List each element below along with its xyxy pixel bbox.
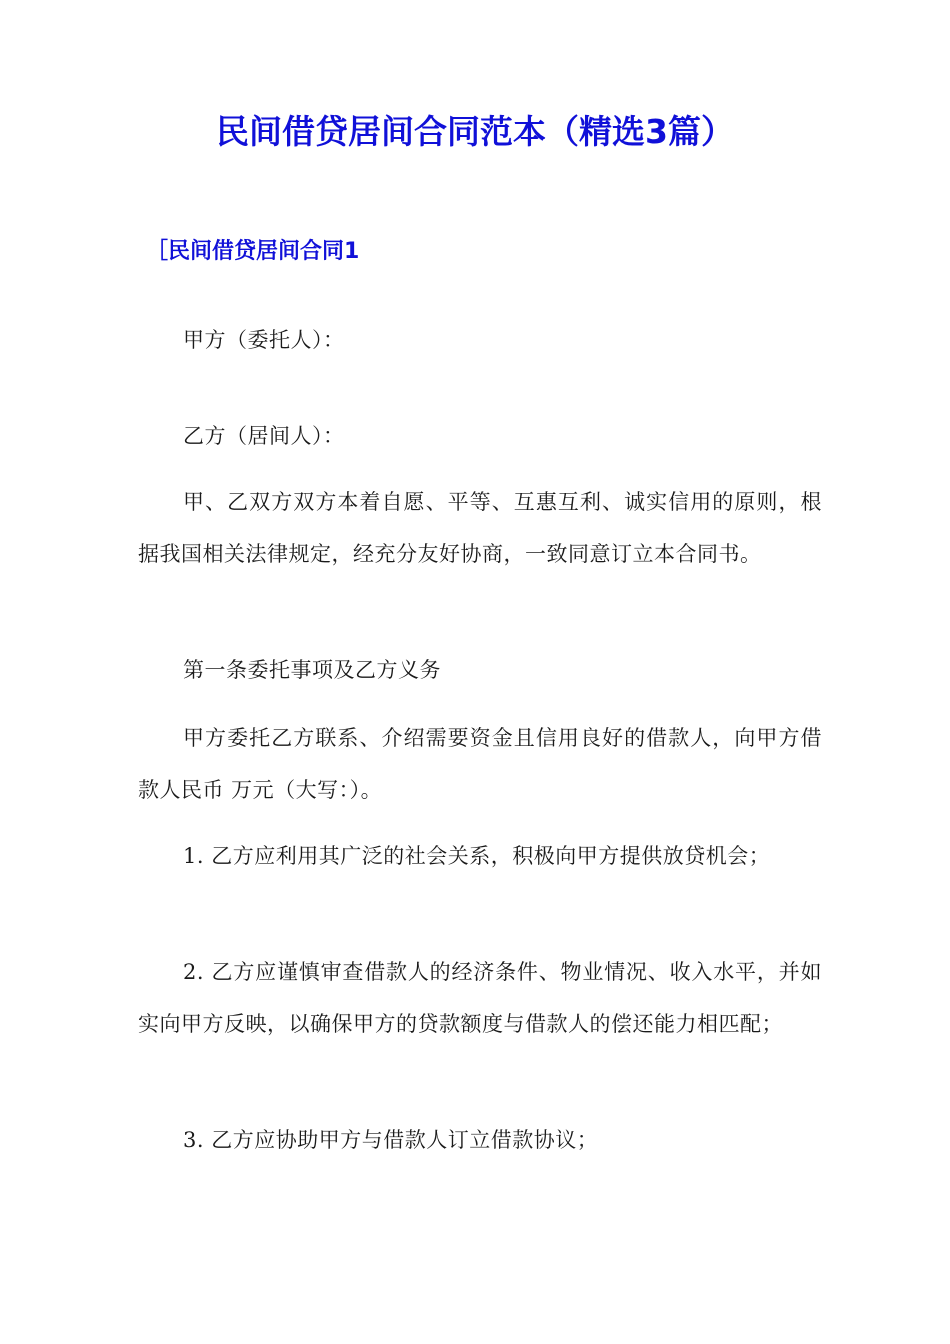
obligation-item-3: 3. 乙方应协助甲方与借款人订立借款协议； bbox=[183, 1128, 599, 1152]
commission-paragraph: 甲方委托乙方联系、介绍需要资金且信用良好的借款人，向甲方借款人民币 万元（大写：）。 bbox=[138, 726, 822, 802]
document-title: 民间借贷居间合同范本（精选3篇） bbox=[216, 112, 734, 151]
preamble-paragraph: 甲、乙双方双方本着自愿、平等、互惠互利、诚实信用的原则，根据我国相关法律规定，经充分友好协商，一致同意订立本合同书。 bbox=[138, 490, 822, 566]
section-heading: ［民间借贷居间合同1 bbox=[146, 239, 360, 264]
party-b-line: 乙方（居间人）： bbox=[183, 424, 345, 448]
obligation-item-1: 1. 乙方应利用其广泛的社会关系，积极向甲方提供放贷机会； bbox=[183, 844, 771, 868]
obligation-item-2: 2. 乙方应谨慎审查借款人的经济条件、物业情况、收入水平，并如实向甲方反映，以确保甲方的贷款额度与借款人的偿还能力相匹配； bbox=[138, 960, 822, 1036]
article-1-heading: 第一条委托事项及乙方义务 bbox=[183, 658, 441, 682]
party-a-line: 甲方（委托人）： bbox=[183, 328, 345, 352]
